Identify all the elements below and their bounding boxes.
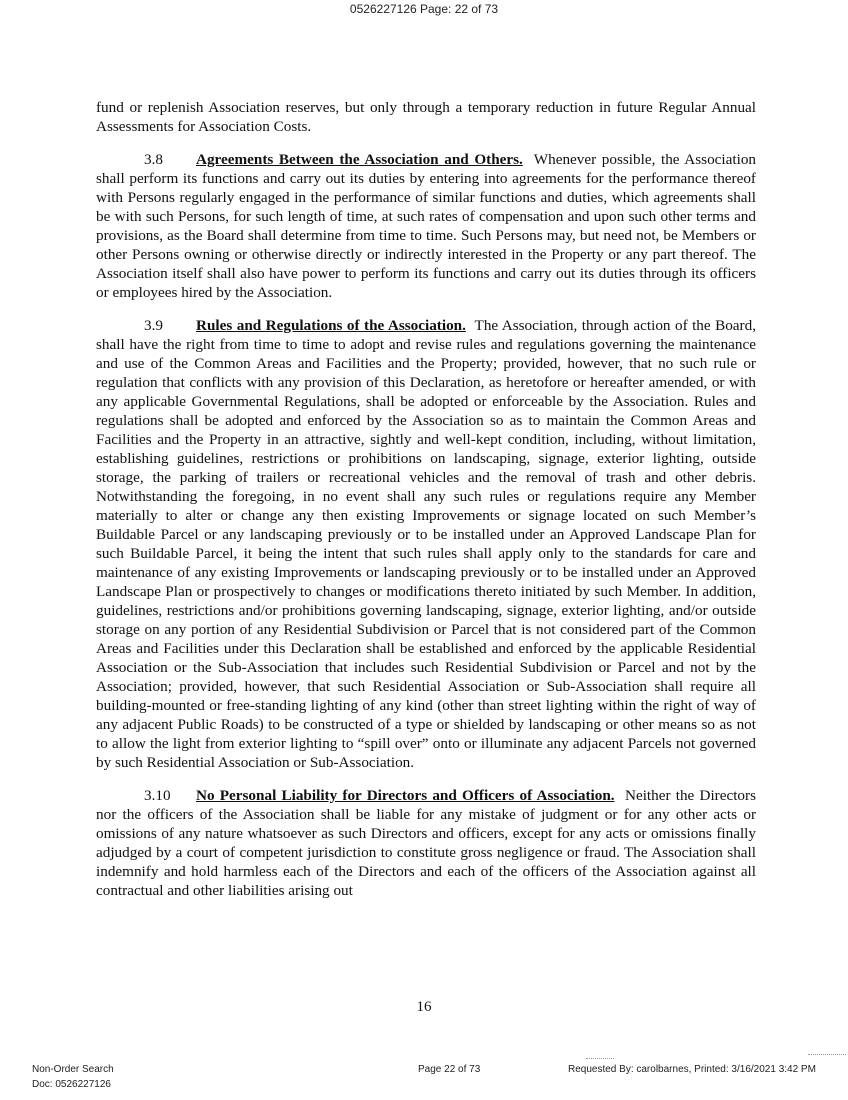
page-number: 16 bbox=[416, 999, 432, 1015]
footer-page-count: Page 22 of 73 bbox=[418, 1064, 481, 1075]
document-body bbox=[96, 98, 756, 914]
document-header: 0526227126 Page: 22 of 73 bbox=[349, 2, 499, 16]
footer-doc-id: Doc: 0526227126 bbox=[32, 1079, 111, 1090]
section-3-10 bbox=[96, 786, 756, 900]
section-number: 3.9 bbox=[144, 317, 163, 334]
section-3-9 bbox=[96, 316, 756, 772]
section-text: The Association, through action of the Board, shall have the right from time to time to adopt and revise rules and regulations governing the maintenance and use of the Common Areas and Facilities and the Property; provided, however, that no such rule or regulation that conflicts with any provision of this Declaration, as heretofore or hereafter amended, or with any applicable Governmental Regulations, shall be adopted or enforceable by the Association. Rules and regulations shall be adopted and enforced by the Association so as to maintain the Common Areas and Facilities and the Property in an attractive, sightly and well-kept condition, including, without limitation, establishing guidelines, restrictions or prohibitions on landscaping, signage, exterior lighting, outside storage, the parking of trailers or recreational vehicles and the removal of trash and other debris. Notwithstanding the foregoing, in no event shall any such rules or regulations require any Member materially to alter or change any then existing Improvements or signage located on such Member’s Buildable Parcel or any landscaping previously or to be installed under an Approved Landscape Plan for such Buildable Parcel, it being the intent that such rules shall apply only to the standards for care and maintenance of any existing Improvements or landscaping previously or to be installed under an Approved Landscape Plan or prospectively to changes or modifications thereto initiated by such Member. In addition, guidelines, restrictions and/or prohibitions governing landscaping, signage, exterior lighting, and/or outside storage on any portion of any Residential Subdivision or Parcel that is not considered part of the Common Areas and Facilities under this Declaration shall be established and enforced by the applicable Residential Association or the Sub-Association that includes such Residential Subdivision or Parcel and not by the Association; provided, however, that such Residential Association or Sub-Association shall require all building-mounted or free-standing lighting of any kind (other than street lighting within the right of way of any adjacent Public Roads) to be constructed of a type or shielded by landscaping or other means so as not to allow the light from exterior lighting to “spill over” onto or illuminate any adjacent Parcels not governed by such Residential Association or Sub-Association. bbox=[96, 317, 756, 771]
section-number: 3.10 bbox=[144, 787, 171, 804]
footer-requested-by: Requested By: carolbarnes, Printed: 3/16/2021 3:42 PM bbox=[568, 1064, 816, 1075]
section-text: Neither the Directors nor the officers of the Association shall be liable for any mistake of judgment or for any other acts or omissions of any nature whatsoever as such Directors and officers, except for any acts or omissions finally adjudged by a court of competent jurisdiction to constitute gross negligence or fraud. The Association shall indemnify and hold harmless each of the Directors and each of the officers of the Association against all contractual and other liabilities arising out bbox=[96, 787, 756, 899]
section-heading: No Personal Liability for Directors and Officers of Association. bbox=[196, 787, 615, 804]
footer-search-type: Non-Order Search bbox=[32, 1064, 114, 1075]
footer-dotted-rule bbox=[586, 1058, 614, 1059]
section-3-8 bbox=[96, 150, 756, 302]
section-heading: Agreements Between the Association and Others. bbox=[196, 151, 523, 168]
section-number: 3.8 bbox=[144, 151, 163, 168]
section-text: Whenever possible, the Association shall perform its functions and carry out its duties by entering into agreements for the performance thereof with Persons regularly engaged in the performance of similar functions and duties, which agreements shall be with such Persons, for such length of time, at such rates of compensation and upon such other terms and provisions, as the Board shall determine from time to time. Such Persons may, but need not, be Members or other Persons owning or otherwise directly or indirectly interested in the Property or any part thereof. The Association itself shall also have power to perform its functions and carry out its duties through its officers or employees hired by the Association. bbox=[96, 151, 757, 301]
section-heading: Rules and Regulations of the Association. bbox=[196, 317, 466, 334]
paragraph-continuation: fund or replenish Association reserves, but only through a temporary reduction in future Regular Annual Assessments for Association Costs. bbox=[96, 99, 756, 135]
footer-dotted-rule bbox=[808, 1054, 846, 1055]
